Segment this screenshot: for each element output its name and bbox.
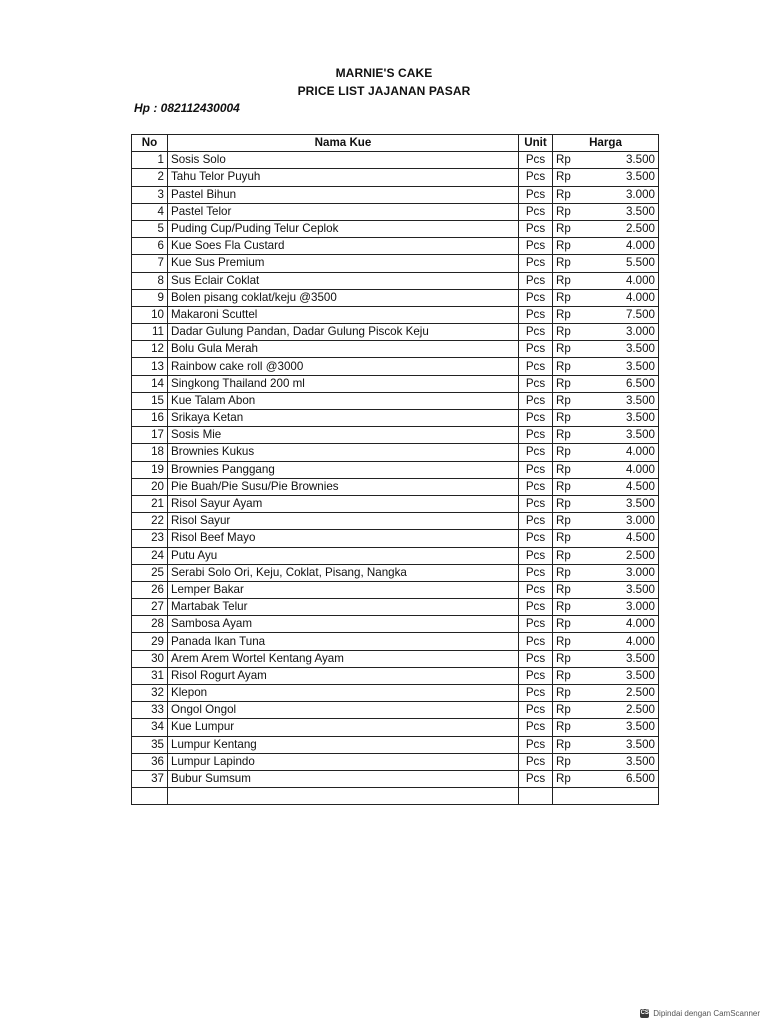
row-currency: Rp	[553, 736, 593, 753]
row-no: 11	[132, 324, 168, 341]
row-nama-kue: Sambosa Ayam	[168, 616, 519, 633]
table-row	[132, 702, 659, 719]
row-currency: Rp	[553, 203, 593, 220]
row-currency: Rp	[553, 685, 593, 702]
row-nama-kue: Puding Cup/Puding Telur Ceplok	[168, 220, 519, 237]
table-row	[132, 547, 659, 564]
row-nama-kue: Panada Ikan Tuna	[168, 633, 519, 650]
row-no: 5	[132, 220, 168, 237]
table-row	[132, 788, 659, 805]
row-unit: Pcs	[519, 478, 553, 495]
price-list-title: PRICE LIST JAJANAN PASAR	[297, 84, 471, 98]
table-row	[132, 513, 659, 530]
table-row	[132, 152, 659, 169]
row-unit: Pcs	[519, 564, 553, 581]
table-row	[132, 461, 659, 478]
header-harga: Harga	[553, 135, 659, 152]
phone-number: Hp : 082112430004	[134, 101, 240, 115]
row-unit: Pcs	[519, 358, 553, 375]
table-row	[132, 220, 659, 237]
table-row	[132, 255, 659, 272]
row-harga: 3.500	[593, 392, 659, 409]
row-no: 36	[132, 753, 168, 770]
row-currency: Rp	[553, 169, 593, 186]
row-currency: Rp	[553, 152, 593, 169]
row-harga: 3.000	[593, 324, 659, 341]
table-row	[132, 306, 659, 323]
scanner-watermark	[640, 1009, 760, 1018]
table-row	[132, 564, 659, 581]
row-no: 28	[132, 616, 168, 633]
row-currency	[553, 788, 593, 805]
row-currency: Rp	[553, 272, 593, 289]
row-harga: 3.500	[593, 719, 659, 736]
row-currency: Rp	[553, 341, 593, 358]
table-row	[132, 203, 659, 220]
row-no: 10	[132, 306, 168, 323]
row-unit: Pcs	[519, 770, 553, 787]
row-harga: 2.500	[593, 220, 659, 237]
row-harga: 4.000	[593, 272, 659, 289]
row-nama-kue: Putu Ayu	[168, 547, 519, 564]
table-row	[132, 736, 659, 753]
row-no: 30	[132, 650, 168, 667]
row-nama-kue: Sosis Mie	[168, 427, 519, 444]
row-no: 6	[132, 238, 168, 255]
row-harga: 3.000	[593, 513, 659, 530]
row-unit: Pcs	[519, 272, 553, 289]
row-nama-kue: Martabak Telur	[168, 599, 519, 616]
row-no: 7	[132, 255, 168, 272]
table-row	[132, 599, 659, 616]
row-nama-kue: Arem Arem Wortel Kentang Ayam	[168, 650, 519, 667]
row-unit: Pcs	[519, 667, 553, 684]
row-currency: Rp	[553, 702, 593, 719]
row-unit: Pcs	[519, 633, 553, 650]
row-harga: 3.500	[593, 650, 659, 667]
row-nama-kue: Risol Beef Mayo	[168, 530, 519, 547]
row-harga: 3.500	[593, 203, 659, 220]
row-no: 1	[132, 152, 168, 169]
row-harga: 3.000	[593, 564, 659, 581]
row-unit: Pcs	[519, 169, 553, 186]
row-nama-kue: Kue Talam Abon	[168, 392, 519, 409]
row-currency: Rp	[553, 255, 593, 272]
row-nama-kue: Bolu Gula Merah	[168, 341, 519, 358]
row-currency: Rp	[553, 324, 593, 341]
row-currency: Rp	[553, 410, 593, 427]
row-currency: Rp	[553, 753, 593, 770]
row-harga: 6.500	[593, 375, 659, 392]
row-unit: Pcs	[519, 186, 553, 203]
table-row	[132, 375, 659, 392]
table-row	[132, 392, 659, 409]
row-no: 26	[132, 581, 168, 598]
row-no: 20	[132, 478, 168, 495]
row-nama-kue: Bolen pisang coklat/keju @3500	[168, 289, 519, 306]
row-unit: Pcs	[519, 616, 553, 633]
row-currency: Rp	[553, 599, 593, 616]
row-harga: 3.500	[593, 410, 659, 427]
row-no: 9	[132, 289, 168, 306]
row-currency: Rp	[553, 427, 593, 444]
row-unit: Pcs	[519, 306, 553, 323]
table-row	[132, 169, 659, 186]
row-unit: Pcs	[519, 375, 553, 392]
row-harga: 2.500	[593, 702, 659, 719]
table-header-row	[132, 135, 659, 152]
camscanner-icon: CS	[640, 1010, 649, 1016]
row-unit: Pcs	[519, 685, 553, 702]
row-no: 22	[132, 513, 168, 530]
row-unit: Pcs	[519, 220, 553, 237]
row-currency: Rp	[553, 392, 593, 409]
row-harga: 3.500	[593, 753, 659, 770]
row-harga: 3.000	[593, 186, 659, 203]
row-no: 17	[132, 427, 168, 444]
row-harga: 2.500	[593, 547, 659, 564]
table-row	[132, 530, 659, 547]
row-unit: Pcs	[519, 410, 553, 427]
row-currency: Rp	[553, 719, 593, 736]
row-nama-kue: Risol Sayur Ayam	[168, 495, 519, 512]
row-nama-kue: Pie Buah/Pie Susu/Pie Brownies	[168, 478, 519, 495]
row-unit: Pcs	[519, 736, 553, 753]
row-unit: Pcs	[519, 203, 553, 220]
row-nama-kue: Sus Eclair Coklat	[168, 272, 519, 289]
row-harga: 3.000	[593, 599, 659, 616]
row-nama-kue: Klepon	[168, 685, 519, 702]
row-nama-kue: Tahu Telor Puyuh	[168, 169, 519, 186]
row-harga: 4.000	[593, 238, 659, 255]
row-currency: Rp	[553, 186, 593, 203]
row-currency: Rp	[553, 238, 593, 255]
row-no: 33	[132, 702, 168, 719]
row-unit: Pcs	[519, 513, 553, 530]
row-unit: Pcs	[519, 255, 553, 272]
row-harga: 4.000	[593, 289, 659, 306]
header-unit: Unit	[519, 135, 553, 152]
row-unit: Pcs	[519, 581, 553, 598]
row-no: 37	[132, 770, 168, 787]
row-currency: Rp	[553, 530, 593, 547]
row-harga: 6.500	[593, 770, 659, 787]
table-row	[132, 616, 659, 633]
table-row	[132, 770, 659, 787]
table-row	[132, 238, 659, 255]
row-unit	[519, 788, 553, 805]
table-row	[132, 719, 659, 736]
row-no	[132, 788, 168, 805]
row-currency: Rp	[553, 633, 593, 650]
row-unit: Pcs	[519, 289, 553, 306]
row-no: 27	[132, 599, 168, 616]
table-row	[132, 444, 659, 461]
row-no: 4	[132, 203, 168, 220]
row-unit: Pcs	[519, 599, 553, 616]
row-no: 23	[132, 530, 168, 547]
row-currency: Rp	[553, 478, 593, 495]
table-row	[132, 753, 659, 770]
row-unit: Pcs	[519, 324, 553, 341]
shop-title: MARNIE'S CAKE	[335, 66, 433, 80]
row-harga: 3.500	[593, 581, 659, 598]
row-currency: Rp	[553, 461, 593, 478]
row-unit: Pcs	[519, 530, 553, 547]
row-nama-kue: Lemper Bakar	[168, 581, 519, 598]
table-row	[132, 289, 659, 306]
row-currency: Rp	[553, 444, 593, 461]
row-no: 35	[132, 736, 168, 753]
row-unit: Pcs	[519, 650, 553, 667]
row-unit: Pcs	[519, 495, 553, 512]
row-harga: 3.500	[593, 427, 659, 444]
row-no: 18	[132, 444, 168, 461]
row-unit: Pcs	[519, 461, 553, 478]
row-no: 13	[132, 358, 168, 375]
row-nama-kue: Bubur Sumsum	[168, 770, 519, 787]
row-currency: Rp	[553, 564, 593, 581]
row-unit: Pcs	[519, 392, 553, 409]
row-no: 16	[132, 410, 168, 427]
row-currency: Rp	[553, 770, 593, 787]
row-harga: 4.500	[593, 530, 659, 547]
row-currency: Rp	[553, 650, 593, 667]
row-harga: 2.500	[593, 685, 659, 702]
row-no: 2	[132, 169, 168, 186]
row-unit: Pcs	[519, 341, 553, 358]
row-unit: Pcs	[519, 238, 553, 255]
watermark-text: Dipindai dengan CamScanner	[653, 1009, 760, 1018]
row-unit: Pcs	[519, 547, 553, 564]
row-nama-kue: Brownies Panggang	[168, 461, 519, 478]
row-harga: 3.500	[593, 169, 659, 186]
row-harga: 3.500	[593, 341, 659, 358]
row-no: 32	[132, 685, 168, 702]
table-row	[132, 495, 659, 512]
table-row	[132, 581, 659, 598]
row-harga: 4.000	[593, 444, 659, 461]
row-harga: 3.500	[593, 495, 659, 512]
row-currency: Rp	[553, 220, 593, 237]
row-no: 15	[132, 392, 168, 409]
row-harga: 3.500	[593, 358, 659, 375]
table-row	[132, 685, 659, 702]
row-nama-kue: Singkong Thailand 200 ml	[168, 375, 519, 392]
row-currency: Rp	[553, 289, 593, 306]
table-row	[132, 358, 659, 375]
row-nama-kue: Ongol Ongol	[168, 702, 519, 719]
row-no: 25	[132, 564, 168, 581]
row-currency: Rp	[553, 495, 593, 512]
row-no: 21	[132, 495, 168, 512]
header-no: No	[132, 135, 168, 152]
row-nama-kue: Brownies Kukus	[168, 444, 519, 461]
row-harga: 4.500	[593, 478, 659, 495]
row-nama-kue: Dadar Gulung Pandan, Dadar Gulung Piscok Keju	[168, 324, 519, 341]
table-row	[132, 324, 659, 341]
price-table	[131, 134, 659, 805]
row-currency: Rp	[553, 547, 593, 564]
row-currency: Rp	[553, 513, 593, 530]
row-nama-kue: Lumpur Kentang	[168, 736, 519, 753]
row-currency: Rp	[553, 667, 593, 684]
row-currency: Rp	[553, 581, 593, 598]
row-no: 14	[132, 375, 168, 392]
table-row	[132, 427, 659, 444]
row-no: 31	[132, 667, 168, 684]
row-no: 34	[132, 719, 168, 736]
row-unit: Pcs	[519, 444, 553, 461]
row-harga: 3.500	[593, 667, 659, 684]
row-unit: Pcs	[519, 152, 553, 169]
row-harga	[593, 788, 659, 805]
row-unit: Pcs	[519, 753, 553, 770]
header-nama-kue: Nama Kue	[168, 135, 519, 152]
row-nama-kue: Srikaya Ketan	[168, 410, 519, 427]
row-currency: Rp	[553, 358, 593, 375]
row-nama-kue: Lumpur Lapindo	[168, 753, 519, 770]
row-nama-kue: Pastel Telor	[168, 203, 519, 220]
row-currency: Rp	[553, 375, 593, 392]
row-nama-kue: Serabi Solo Ori, Keju, Coklat, Pisang, Nangka	[168, 564, 519, 581]
row-harga: 7.500	[593, 306, 659, 323]
row-nama-kue: Kue Lumpur	[168, 719, 519, 736]
row-currency: Rp	[553, 306, 593, 323]
row-unit: Pcs	[519, 702, 553, 719]
row-harga: 3.500	[593, 152, 659, 169]
row-unit: Pcs	[519, 719, 553, 736]
row-currency: Rp	[553, 616, 593, 633]
row-nama-kue: Risol Sayur	[168, 513, 519, 530]
row-harga: 3.500	[593, 736, 659, 753]
row-harga: 4.000	[593, 633, 659, 650]
row-no: 12	[132, 341, 168, 358]
row-nama-kue: Pastel Bihun	[168, 186, 519, 203]
row-harga: 5.500	[593, 255, 659, 272]
row-nama-kue: Makaroni Scuttel	[168, 306, 519, 323]
table-row	[132, 478, 659, 495]
table-row	[132, 410, 659, 427]
row-nama-kue	[168, 788, 519, 805]
row-no: 19	[132, 461, 168, 478]
row-nama-kue: Rainbow cake roll @3000	[168, 358, 519, 375]
row-harga: 4.000	[593, 616, 659, 633]
row-unit: Pcs	[519, 427, 553, 444]
row-nama-kue: Sosis Solo	[168, 152, 519, 169]
table-row	[132, 633, 659, 650]
table-row	[132, 650, 659, 667]
table-row	[132, 667, 659, 684]
row-harga: 4.000	[593, 461, 659, 478]
row-nama-kue: Kue Sus Premium	[168, 255, 519, 272]
row-nama-kue: Risol Rogurt Ayam	[168, 667, 519, 684]
table-row	[132, 272, 659, 289]
row-no: 24	[132, 547, 168, 564]
table-row	[132, 341, 659, 358]
row-no: 3	[132, 186, 168, 203]
table-row	[132, 186, 659, 203]
row-nama-kue: Kue Soes Fla Custard	[168, 238, 519, 255]
row-no: 8	[132, 272, 168, 289]
table-body	[132, 152, 659, 805]
row-no: 29	[132, 633, 168, 650]
